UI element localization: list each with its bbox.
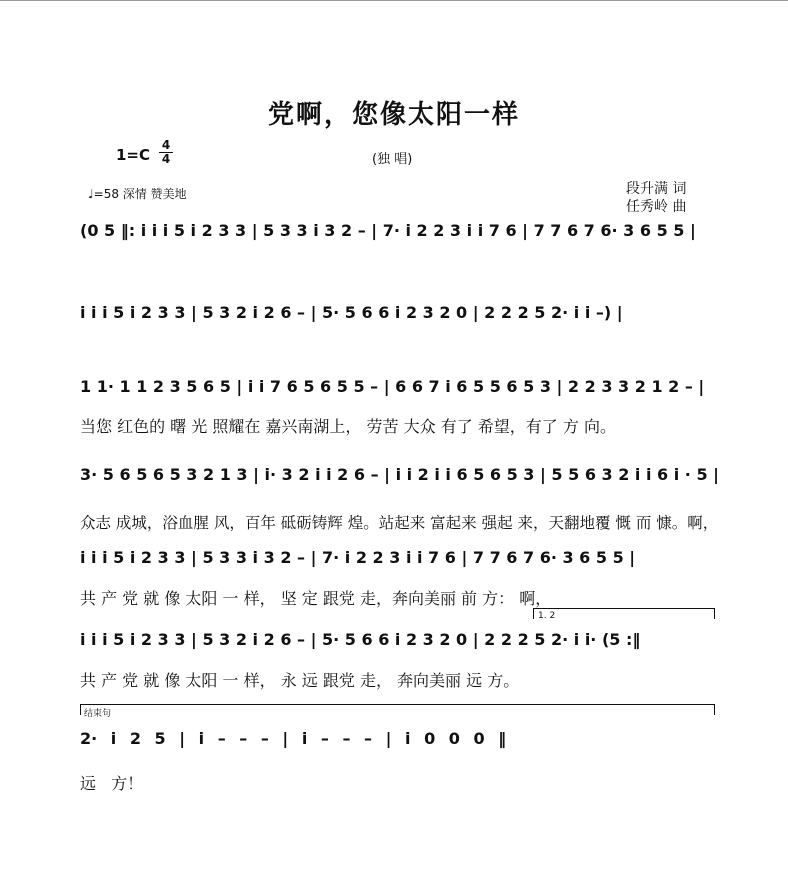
lyrics-line-5: 共 产 党 就 像 太阳 一 样， 坚 定 跟党 走，奔向美丽 前 方： 啊， — [80, 589, 552, 608]
score-system-1: (0 5 ‖: i i i 5 i 2 3 3 | 5 3 3 i 3 2 – | 7· i 2 2 3 i i 7 6 | 7 7 6 7 6· 3 6 5 5 | — [80, 221, 696, 240]
score-system-7: 2· i 2 5 | i – – – | i – – – | i 0 0 0 ‖ — [80, 729, 507, 748]
score-system-6: i i i 5 i 2 3 3 | 5 3 2 i 2 6 – | 5· 5 6 6 i 2 3 2 0 | 2 2 2 5 2· i i· (5 :‖ — [80, 630, 641, 649]
key-signature: 1=C — [116, 146, 151, 164]
time-signature-top: 4 — [161, 138, 171, 152]
lyrics-line-7: 远 方！ — [80, 774, 144, 793]
composer-credit: 任秀岭 曲 — [626, 199, 687, 215]
volta-label: 1. 2 — [538, 611, 556, 621]
subtitle: (独 唱) — [372, 152, 413, 167]
lyrics-line-6: 共 产 党 就 像 太阳 一 样， 永 远 跟党 走， 奔向美丽 远 方。 — [80, 671, 520, 690]
ending-label: 结束句 — [84, 709, 112, 719]
ending-bracket — [80, 704, 715, 715]
lyrics-line-3: 当您 红色的 曙 光 照耀在 嘉兴南湖上， 劳苦 大众 有了 希望，有了 方 向。 — [80, 417, 616, 436]
lyrics-line-4: 众志 成城，浴血腥 风，百年 砥砺铸辉 煌。站起来 富起来 强起 来，天翻地覆 慨 而 慷。啊， — [80, 514, 719, 532]
score-system-3: 1 1· 1 1 2 3 5 6 5 | i i 7 6 5 6 5 5 – | 6 6 7 i 6 5 5 6 5 3 | 2 2 3 3 2 1 2 – | — [80, 377, 705, 396]
page-title: 党啊，您像太阳一样 — [267, 100, 520, 130]
score-system-2: i i i 5 i 2 3 3 | 5 3 2 i 2 6 – | 5· 5 6 6 i 2 3 2 0 | 2 2 2 5 2· i i –) | — [80, 303, 623, 322]
lyricist-credit: 段升满 词 — [626, 181, 687, 197]
tempo-marking: ♩=58 深情 赞美地 — [88, 187, 187, 201]
time-signature-bottom: 4 — [161, 152, 171, 166]
top-rule — [0, 0, 788, 1]
score-system-4: 3· 5 6 5 6 5 3 2 1 3 | i· 3 2 i i 2 6 – | i i 2 i i 6 5 6 5 3 | 5 5 6 3 2 i i 6 i · 5 | — [80, 465, 719, 484]
time-signature — [159, 140, 173, 165]
score-system-5: i i i 5 i 2 3 3 | 5 3 3 i 3 2 – | 7· i 2 2 3 i i 7 6 | 7 7 6 7 6· 3 6 5 5 | — [80, 548, 636, 567]
volta-bracket — [533, 608, 715, 619]
